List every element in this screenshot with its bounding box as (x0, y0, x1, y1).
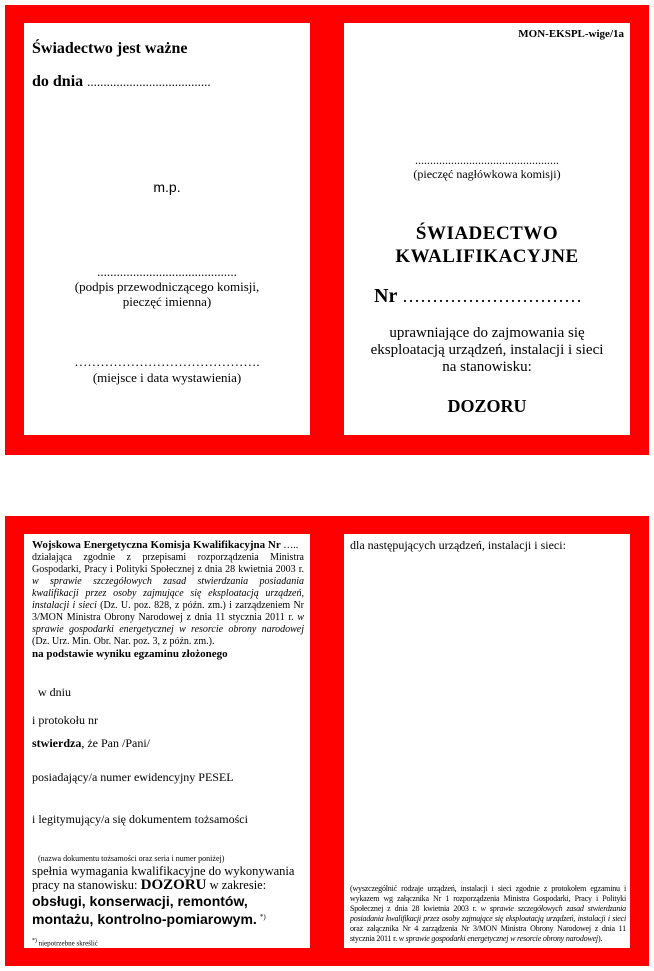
title-line-2: KWALIFIKACYJNE (395, 246, 579, 267)
signature-dots: ........................................... (97, 264, 237, 279)
meets-line-2 (32, 878, 307, 892)
basis-part-3: (Dz. Urz. Min. Obr. Nar. poz. 3, z późn. zm.). (32, 636, 215, 647)
stamp-caption: (pieczęć nagłówkowa komisji) (413, 167, 561, 181)
note-part-1-italic: w sprawie szczegółowych zasad stwierdzania posiadania kwalifikacji przez osoby zajmujące się eksploatacją urządzeń, instalacji i sieci (350, 904, 626, 923)
signature-caption-2: pieczęć imienna) (122, 294, 212, 309)
title-line-1: ŚWIADECTWO (415, 223, 559, 244)
commission-line (32, 539, 304, 552)
meets-position-label: pracy na stanowisku: (32, 878, 138, 892)
exam-date-label: w dniu (38, 685, 71, 699)
place-date-dots: ……………………………………. (74, 354, 260, 369)
note-part-2: oraz załącznika Nr 4 zarządzenia Nr 3/MON Ministra Obrony Narodowej z dnia 11 stycznia 2011 r. (350, 924, 626, 943)
meets-scope-label: w zakresie: (209, 878, 267, 892)
commission-name: Wojskowa Energetyczna Komisja Kwalifikacyjna Nr (32, 539, 281, 551)
footnote-text: niepotrzebne skreślić (38, 939, 98, 948)
until-dots: ...................................... (87, 74, 211, 89)
id-document-caption: (nazwa dokumentu tożsamości oraz seria i numer poniżej) (38, 854, 225, 863)
entitlement-line-2: eksploatacją urządzeń, instalacji i sieci (370, 342, 604, 358)
basis-part-1: działająca zgodnie z przepisami rozporządzenia Ministra Gospodarki, Pracy i Polityki Społecznej z dnia 28 kwietnia 2003 r. (32, 552, 304, 575)
entitlement-line-3: na stanowisku: (442, 359, 532, 375)
number-dots: ………………………… (401, 286, 582, 306)
certifies-label: stwierdza (32, 736, 82, 750)
legal-basis (32, 539, 304, 660)
certifies-line (32, 737, 150, 749)
place-date-caption: (miejsce i data wystawienia) (92, 370, 242, 385)
entitlement-text (344, 325, 630, 376)
exam-label: na podstawie wyniku egzaminu złożonego (32, 648, 228, 660)
scope-footnote-mark: *) (259, 913, 266, 921)
commission-stamp-block (344, 153, 630, 181)
id-document-label: i legitymujący/a się dokumentem tożsamości (32, 812, 248, 826)
inner-sheet (5, 516, 649, 966)
mp-label: m.p. (153, 179, 181, 195)
form-code: MON-EKSPL-wige/1a (518, 28, 624, 40)
note-part-3: ). (597, 934, 603, 943)
installations-note (350, 884, 626, 944)
footnote-mark: *) (32, 938, 37, 944)
cover-sheet (5, 5, 649, 455)
cover-left-panel (24, 23, 310, 435)
meets-line-1: spełnia wymagania kwalifikacyjne do wykonywania (32, 864, 295, 878)
number-label: Nr (374, 285, 397, 307)
commission-dots: ….. (283, 540, 299, 551)
installations-heading: dla następujących urządzeń, instalacji i sieci: (350, 538, 566, 552)
cover-right-panel (344, 23, 630, 435)
certificate-number (374, 285, 582, 308)
place-date-block (24, 354, 310, 386)
signature-caption-1: (podpis przewodniczącego komisji, (74, 279, 260, 294)
basis-part-2: (Dz. U. poz. 828, z późn. zm.) i zarządzeniem Nr 3/MON Ministra Obrony Narodowej z dnia 11 stycznia 2011 r. (32, 600, 304, 623)
legal-basis-text (32, 552, 304, 648)
scope-line-1: obsługi, konserwacji, remontów, (32, 893, 248, 909)
basis-part-1-italic: w sprawie szczegółowych zasad stwierdzania posiadania kwalifikacji przez osoby zajmujące się eksploatacją urządzeń, instalacji i sieci (32, 576, 304, 611)
footnote (32, 935, 98, 949)
entitlement-line-1: uprawniające do zajmowania się (389, 325, 585, 341)
inner-left-panel (24, 534, 310, 948)
pesel-label: posiadający/a numer ewidencyjny PESEL (32, 770, 234, 784)
qualification-statement (32, 864, 307, 927)
certifies-rest: , że Pan /Pani/ (81, 736, 150, 750)
validity-line: Świadectwo jest ważne (32, 40, 188, 57)
meets-position: DOZORU (140, 877, 207, 893)
inner-right-panel (344, 534, 630, 948)
scope-line-2: montażu, kontrolno-pomiarowym. (32, 911, 257, 928)
signature-block (24, 264, 310, 309)
basis-part-2-italic: w sprawie gospodarki energetycznej w resorcie obrony narodowej (32, 612, 304, 635)
note-part-2-italic: w sprawie gospodarki energetycznej w resorcie obrony narodowej (398, 934, 598, 943)
note-part-1: (wyszczególnić rodzaje urządzeń, instalacji i sieci zgodnie z protokołem egzaminu i wykazem wg załącznika Nr 1 rozporządzenia Ministra Gospodarki, Pracy i Polityki Społecznej z dnia 28 kwietnia 2003 r. (350, 884, 626, 913)
until-label: do dnia (32, 73, 84, 90)
scope-line-2-row (32, 910, 307, 927)
position-title: DOZORU (447, 396, 527, 416)
certificate-title (344, 222, 630, 268)
validity-until (32, 73, 211, 91)
stamp-dots: ................................................ (415, 153, 559, 167)
protocol-label: i protokołu nr (32, 713, 98, 727)
